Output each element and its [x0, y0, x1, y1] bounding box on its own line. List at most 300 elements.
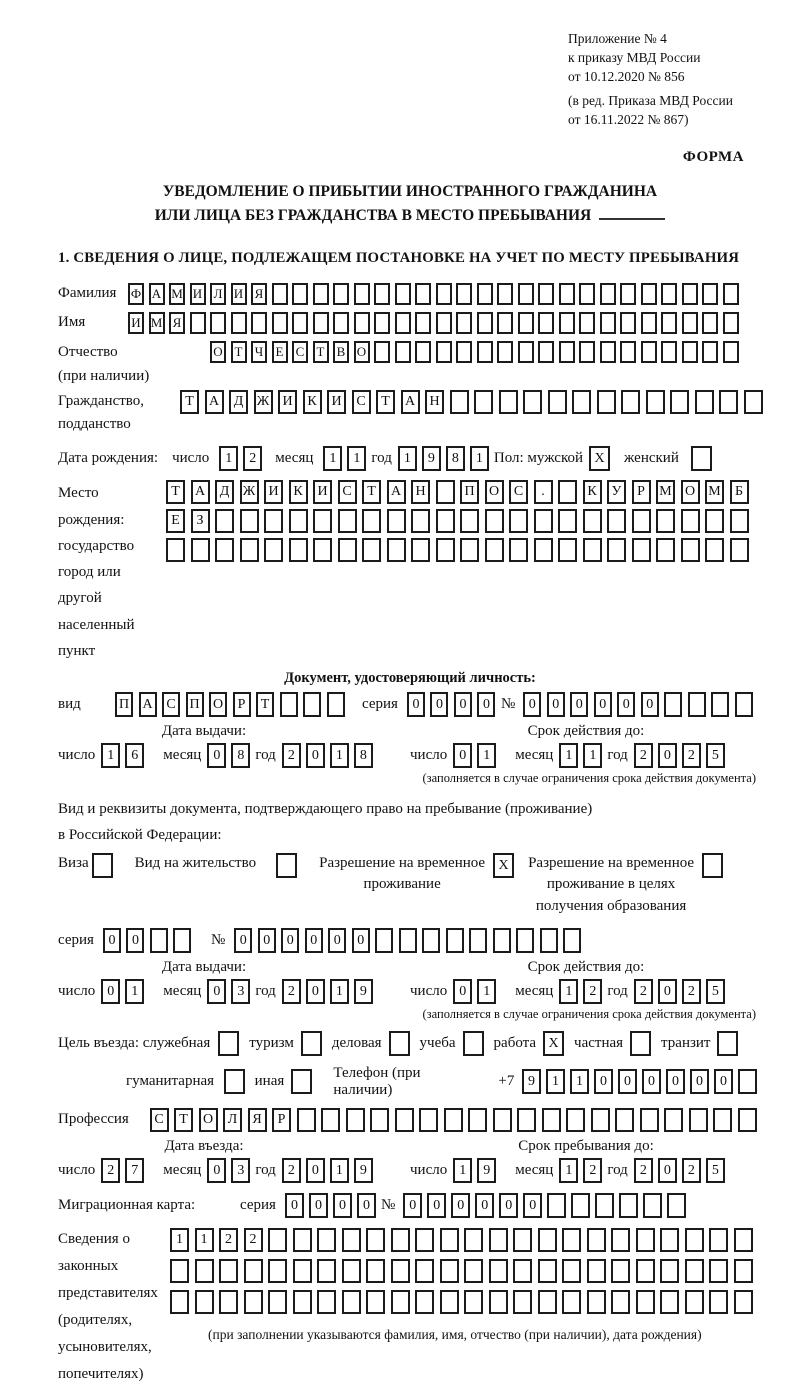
char-cell[interactable]: 2	[682, 1158, 701, 1183]
char-cell[interactable]	[338, 509, 357, 533]
char-cell[interactable]	[195, 1259, 214, 1283]
char-cell[interactable]	[620, 312, 636, 334]
char-cell[interactable]: Т	[166, 480, 185, 504]
char-cell[interactable]: П	[186, 692, 204, 717]
char-cell[interactable]: 0	[207, 979, 226, 1004]
char-cell[interactable]: 0	[690, 1069, 709, 1094]
char-cell[interactable]	[218, 1031, 239, 1056]
char-cell[interactable]: 8	[446, 446, 465, 471]
char-cell[interactable]	[268, 1290, 287, 1314]
char-cell[interactable]: 0	[328, 928, 346, 953]
char-cell[interactable]	[682, 283, 698, 305]
char-cell[interactable]: 0	[475, 1193, 494, 1218]
char-cell[interactable]	[579, 341, 595, 363]
char-cell[interactable]: А	[139, 692, 157, 717]
char-cell[interactable]: 5	[706, 979, 725, 1004]
char-cell[interactable]: 9	[477, 1158, 496, 1183]
char-cell[interactable]	[516, 928, 534, 953]
char-cell[interactable]: 0	[427, 1193, 446, 1218]
char-cell[interactable]	[738, 1108, 757, 1132]
char-cell[interactable]	[389, 1031, 410, 1056]
char-cell[interactable]: 9	[354, 1158, 373, 1183]
char-cell[interactable]: Д	[215, 480, 234, 504]
char-cell[interactable]: 2	[244, 1228, 263, 1252]
char-cell[interactable]: 0	[281, 928, 299, 953]
char-cell[interactable]: И	[231, 283, 247, 305]
char-cell[interactable]: Ч	[251, 341, 267, 363]
char-cell[interactable]: 0	[658, 1158, 677, 1183]
char-cell[interactable]	[264, 538, 283, 562]
char-cell[interactable]	[518, 283, 534, 305]
char-cell[interactable]	[280, 692, 298, 717]
char-cell[interactable]: 0	[453, 979, 472, 1004]
char-cell[interactable]: 1	[125, 979, 144, 1004]
char-cell[interactable]	[630, 1031, 651, 1056]
char-cell[interactable]: 0	[285, 1193, 304, 1218]
char-cell[interactable]: Я	[169, 312, 185, 334]
char-cell[interactable]: Б	[730, 480, 749, 504]
char-cell[interactable]: 0	[594, 692, 612, 717]
char-cell[interactable]: 0	[207, 743, 226, 768]
char-cell[interactable]	[607, 509, 626, 533]
char-cell[interactable]	[563, 928, 581, 953]
char-cell[interactable]: С	[352, 390, 371, 414]
char-cell[interactable]: А	[149, 283, 165, 305]
char-cell[interactable]: 0	[234, 928, 252, 953]
char-cell[interactable]: 0	[103, 928, 121, 953]
char-cell[interactable]	[474, 390, 493, 414]
char-cell[interactable]: X	[589, 446, 610, 471]
char-cell[interactable]: А	[205, 390, 224, 414]
char-cell[interactable]: 0	[357, 1193, 376, 1218]
char-cell[interactable]: 1	[330, 743, 349, 768]
char-cell[interactable]	[667, 1193, 686, 1218]
char-cell[interactable]	[542, 1108, 561, 1132]
char-cell[interactable]: 3	[231, 979, 250, 1004]
char-cell[interactable]	[374, 341, 390, 363]
char-cell[interactable]	[656, 538, 675, 562]
char-cell[interactable]	[611, 1228, 630, 1252]
char-cell[interactable]: 2	[101, 1158, 120, 1183]
char-cell[interactable]	[463, 1031, 484, 1056]
char-cell[interactable]	[374, 283, 390, 305]
char-cell[interactable]	[744, 390, 763, 414]
char-cell[interactable]: И	[264, 480, 283, 504]
char-cell[interactable]	[738, 1069, 757, 1094]
char-cell[interactable]	[224, 1069, 245, 1094]
char-cell[interactable]: 0	[658, 743, 677, 768]
char-cell[interactable]: Я	[248, 1108, 267, 1132]
char-cell[interactable]	[600, 312, 616, 334]
char-cell[interactable]	[730, 509, 749, 533]
char-cell[interactable]	[468, 1108, 487, 1132]
char-cell[interactable]: 0	[407, 692, 425, 717]
char-cell[interactable]	[485, 509, 504, 533]
char-cell[interactable]	[297, 1108, 316, 1132]
char-cell[interactable]	[497, 341, 513, 363]
char-cell[interactable]	[517, 1108, 536, 1132]
char-cell[interactable]	[640, 1108, 659, 1132]
char-cell[interactable]	[705, 538, 724, 562]
char-cell[interactable]	[411, 538, 430, 562]
char-cell[interactable]: Р	[632, 480, 651, 504]
char-cell[interactable]	[440, 1259, 459, 1283]
char-cell[interactable]	[709, 1228, 728, 1252]
char-cell[interactable]: 2	[219, 1228, 238, 1252]
char-cell[interactable]: Т	[180, 390, 199, 414]
char-cell[interactable]	[446, 928, 464, 953]
char-cell[interactable]	[317, 1228, 336, 1252]
char-cell[interactable]	[636, 1228, 655, 1252]
char-cell[interactable]	[370, 1108, 389, 1132]
char-cell[interactable]: 0	[617, 692, 635, 717]
char-cell[interactable]	[477, 341, 493, 363]
char-cell[interactable]	[562, 1290, 581, 1314]
char-cell[interactable]: 0	[306, 979, 325, 1004]
char-cell[interactable]	[292, 312, 308, 334]
char-cell[interactable]	[399, 928, 417, 953]
char-cell[interactable]	[375, 928, 393, 953]
char-cell[interactable]: С	[509, 480, 528, 504]
char-cell[interactable]: О	[485, 480, 504, 504]
char-cell[interactable]	[695, 390, 714, 414]
char-cell[interactable]: С	[162, 692, 180, 717]
char-cell[interactable]: 1	[195, 1228, 214, 1252]
char-cell[interactable]: З	[191, 509, 210, 533]
char-cell[interactable]	[411, 509, 430, 533]
char-cell[interactable]: Ж	[254, 390, 273, 414]
char-cell[interactable]: 1	[470, 446, 489, 471]
char-cell[interactable]	[191, 538, 210, 562]
char-cell[interactable]: 2	[243, 446, 262, 471]
char-cell[interactable]	[513, 1259, 532, 1283]
char-cell[interactable]	[395, 312, 411, 334]
char-cell[interactable]	[251, 312, 267, 334]
char-cell[interactable]	[538, 312, 554, 334]
char-cell[interactable]: 2	[282, 743, 301, 768]
char-cell[interactable]	[436, 480, 455, 504]
char-cell[interactable]	[540, 928, 558, 953]
char-cell[interactable]	[499, 390, 518, 414]
char-cell[interactable]	[150, 928, 168, 953]
char-cell[interactable]	[600, 341, 616, 363]
char-cell[interactable]: И	[327, 390, 346, 414]
char-cell[interactable]: М	[149, 312, 165, 334]
char-cell[interactable]	[702, 283, 718, 305]
char-cell[interactable]	[460, 509, 479, 533]
char-cell[interactable]: 1	[330, 1158, 349, 1183]
char-cell[interactable]: М	[705, 480, 724, 504]
char-cell[interactable]	[583, 509, 602, 533]
char-cell[interactable]: 8	[354, 743, 373, 768]
char-cell[interactable]	[231, 312, 247, 334]
char-cell[interactable]	[456, 283, 472, 305]
char-cell[interactable]	[333, 283, 349, 305]
char-cell[interactable]	[534, 509, 553, 533]
char-cell[interactable]: 2	[634, 1158, 653, 1183]
char-cell[interactable]: К	[583, 480, 602, 504]
char-cell[interactable]	[559, 283, 575, 305]
char-cell[interactable]	[558, 538, 577, 562]
char-cell[interactable]	[709, 1290, 728, 1314]
char-cell[interactable]	[595, 1193, 614, 1218]
char-cell[interactable]: 1	[559, 743, 578, 768]
char-cell[interactable]: .	[534, 480, 553, 504]
char-cell[interactable]	[587, 1290, 606, 1314]
char-cell[interactable]: Т	[362, 480, 381, 504]
char-cell[interactable]	[620, 283, 636, 305]
char-cell[interactable]	[469, 928, 487, 953]
char-cell[interactable]	[366, 1259, 385, 1283]
char-cell[interactable]	[723, 283, 739, 305]
char-cell[interactable]	[558, 509, 577, 533]
char-cell[interactable]: 0	[352, 928, 370, 953]
char-cell[interactable]	[518, 312, 534, 334]
char-cell[interactable]	[641, 312, 657, 334]
char-cell[interactable]	[292, 283, 308, 305]
char-cell[interactable]	[415, 1259, 434, 1283]
char-cell[interactable]: X	[543, 1031, 564, 1056]
char-cell[interactable]	[415, 283, 431, 305]
char-cell[interactable]: 0	[658, 979, 677, 1004]
char-cell[interactable]: Н	[425, 390, 444, 414]
char-cell[interactable]	[354, 312, 370, 334]
char-cell[interactable]	[415, 312, 431, 334]
char-cell[interactable]	[579, 283, 595, 305]
char-cell[interactable]	[395, 283, 411, 305]
char-cell[interactable]	[268, 1259, 287, 1283]
char-cell[interactable]	[660, 1228, 679, 1252]
char-cell[interactable]	[215, 538, 234, 562]
char-cell[interactable]	[244, 1290, 263, 1314]
char-cell[interactable]: 0	[714, 1069, 733, 1094]
char-cell[interactable]: 7	[125, 1158, 144, 1183]
char-cell[interactable]	[366, 1290, 385, 1314]
char-cell[interactable]: Т	[313, 341, 329, 363]
char-cell[interactable]	[611, 1259, 630, 1283]
char-cell[interactable]	[240, 509, 259, 533]
char-cell[interactable]: 1	[453, 1158, 472, 1183]
char-cell[interactable]	[272, 283, 288, 305]
char-cell[interactable]	[450, 390, 469, 414]
char-cell[interactable]	[374, 312, 390, 334]
char-cell[interactable]	[509, 538, 528, 562]
char-cell[interactable]: Л	[210, 283, 226, 305]
char-cell[interactable]: 1	[323, 446, 342, 471]
char-cell[interactable]: 0	[453, 743, 472, 768]
char-cell[interactable]: 1	[101, 743, 120, 768]
char-cell[interactable]	[636, 1259, 655, 1283]
char-cell[interactable]	[391, 1290, 410, 1314]
char-cell[interactable]: К	[303, 390, 322, 414]
char-cell[interactable]	[548, 390, 567, 414]
char-cell[interactable]: 1	[330, 979, 349, 1004]
char-cell[interactable]: 1	[398, 446, 417, 471]
char-cell[interactable]	[415, 341, 431, 363]
char-cell[interactable]	[387, 509, 406, 533]
char-cell[interactable]	[620, 341, 636, 363]
char-cell[interactable]: 1	[477, 979, 496, 1004]
char-cell[interactable]	[562, 1228, 581, 1252]
char-cell[interactable]	[513, 1228, 532, 1252]
char-cell[interactable]: Е	[272, 341, 288, 363]
char-cell[interactable]: 1	[219, 446, 238, 471]
char-cell[interactable]	[661, 341, 677, 363]
char-cell[interactable]: 0	[430, 692, 448, 717]
char-cell[interactable]	[713, 1108, 732, 1132]
char-cell[interactable]	[685, 1228, 704, 1252]
char-cell[interactable]	[723, 312, 739, 334]
char-cell[interactable]	[619, 1193, 638, 1218]
char-cell[interactable]	[685, 1290, 704, 1314]
char-cell[interactable]	[170, 1259, 189, 1283]
char-cell[interactable]	[660, 1259, 679, 1283]
char-cell[interactable]	[734, 1290, 753, 1314]
char-cell[interactable]	[734, 1228, 753, 1252]
char-cell[interactable]: 2	[682, 743, 701, 768]
char-cell[interactable]	[682, 312, 698, 334]
char-cell[interactable]: Н	[411, 480, 430, 504]
char-cell[interactable]	[303, 692, 321, 717]
char-cell[interactable]	[591, 1108, 610, 1132]
char-cell[interactable]	[538, 341, 554, 363]
char-cell[interactable]: Т	[376, 390, 395, 414]
char-cell[interactable]: У	[607, 480, 626, 504]
char-cell[interactable]: С	[338, 480, 357, 504]
char-cell[interactable]	[464, 1259, 483, 1283]
char-cell[interactable]: 0	[306, 1158, 325, 1183]
char-cell[interactable]: С	[292, 341, 308, 363]
char-cell[interactable]	[489, 1259, 508, 1283]
char-cell[interactable]	[632, 538, 651, 562]
char-cell[interactable]	[436, 312, 452, 334]
char-cell[interactable]: 0	[126, 928, 144, 953]
char-cell[interactable]	[362, 538, 381, 562]
char-cell[interactable]	[534, 538, 553, 562]
char-cell[interactable]	[661, 312, 677, 334]
char-cell[interactable]	[354, 283, 370, 305]
char-cell[interactable]: 3	[231, 1158, 250, 1183]
char-cell[interactable]	[711, 692, 729, 717]
char-cell[interactable]: Ж	[240, 480, 259, 504]
char-cell[interactable]	[705, 509, 724, 533]
char-cell[interactable]	[538, 1290, 557, 1314]
char-cell[interactable]	[464, 1290, 483, 1314]
char-cell[interactable]	[276, 853, 297, 878]
char-cell[interactable]	[264, 509, 283, 533]
char-cell[interactable]: 1	[559, 1158, 578, 1183]
char-cell[interactable]	[289, 509, 308, 533]
char-cell[interactable]	[333, 312, 349, 334]
char-cell[interactable]: 1	[559, 979, 578, 1004]
char-cell[interactable]	[268, 1228, 287, 1252]
char-cell[interactable]: О	[354, 341, 370, 363]
char-cell[interactable]	[477, 283, 493, 305]
char-cell[interactable]	[436, 509, 455, 533]
char-cell[interactable]: 1	[546, 1069, 565, 1094]
char-cell[interactable]	[670, 390, 689, 414]
char-cell[interactable]: 9	[354, 979, 373, 1004]
char-cell[interactable]	[293, 1228, 312, 1252]
char-cell[interactable]: 0	[309, 1193, 328, 1218]
char-cell[interactable]: П	[460, 480, 479, 504]
char-cell[interactable]: 0	[523, 1193, 542, 1218]
char-cell[interactable]	[440, 1290, 459, 1314]
char-cell[interactable]	[342, 1228, 361, 1252]
char-cell[interactable]: Е	[166, 509, 185, 533]
char-cell[interactable]	[240, 538, 259, 562]
char-cell[interactable]	[456, 341, 472, 363]
char-cell[interactable]: 2	[282, 1158, 301, 1183]
char-cell[interactable]	[464, 1228, 483, 1252]
char-cell[interactable]: Т	[231, 341, 247, 363]
char-cell[interactable]	[615, 1108, 634, 1132]
char-cell[interactable]: И	[190, 283, 206, 305]
char-cell[interactable]: 2	[634, 979, 653, 1004]
char-cell[interactable]	[291, 1069, 312, 1094]
char-cell[interactable]	[682, 341, 698, 363]
char-cell[interactable]	[559, 312, 575, 334]
char-cell[interactable]	[583, 538, 602, 562]
char-cell[interactable]: Т	[256, 692, 274, 717]
char-cell[interactable]: 0	[477, 692, 495, 717]
char-cell[interactable]	[419, 1108, 438, 1132]
char-cell[interactable]	[395, 1108, 414, 1132]
char-cell[interactable]	[313, 283, 329, 305]
char-cell[interactable]: Л	[223, 1108, 242, 1132]
char-cell[interactable]: 2	[583, 979, 602, 1004]
char-cell[interactable]: И	[128, 312, 144, 334]
char-cell[interactable]	[685, 1259, 704, 1283]
char-cell[interactable]	[493, 1108, 512, 1132]
char-cell[interactable]: 0	[641, 692, 659, 717]
char-cell[interactable]	[313, 509, 332, 533]
char-cell[interactable]	[566, 1108, 585, 1132]
char-cell[interactable]	[723, 341, 739, 363]
char-cell[interactable]	[342, 1290, 361, 1314]
char-cell[interactable]: Р	[233, 692, 251, 717]
char-cell[interactable]	[415, 1290, 434, 1314]
char-cell[interactable]	[661, 283, 677, 305]
char-cell[interactable]	[366, 1228, 385, 1252]
char-cell[interactable]: М	[169, 283, 185, 305]
char-cell[interactable]: О	[210, 341, 226, 363]
char-cell[interactable]: О	[209, 692, 227, 717]
char-cell[interactable]: 5	[706, 1158, 725, 1183]
char-cell[interactable]: П	[115, 692, 133, 717]
char-cell[interactable]: 0	[305, 928, 323, 953]
char-cell[interactable]	[289, 538, 308, 562]
char-cell[interactable]	[641, 283, 657, 305]
char-cell[interactable]: 0	[666, 1069, 685, 1094]
char-cell[interactable]	[513, 1290, 532, 1314]
char-cell[interactable]	[632, 509, 651, 533]
char-cell[interactable]	[691, 446, 712, 471]
char-cell[interactable]	[497, 312, 513, 334]
char-cell[interactable]	[460, 538, 479, 562]
char-cell[interactable]	[646, 390, 665, 414]
char-cell[interactable]: 1	[170, 1228, 189, 1252]
char-cell[interactable]: 9	[522, 1069, 541, 1094]
char-cell[interactable]	[538, 1259, 557, 1283]
char-cell[interactable]: М	[656, 480, 675, 504]
char-cell[interactable]: 1	[347, 446, 366, 471]
char-cell[interactable]: А	[191, 480, 210, 504]
char-cell[interactable]	[190, 312, 206, 334]
char-cell[interactable]: 0	[101, 979, 120, 1004]
char-cell[interactable]: 0	[451, 1193, 470, 1218]
char-cell[interactable]	[422, 928, 440, 953]
